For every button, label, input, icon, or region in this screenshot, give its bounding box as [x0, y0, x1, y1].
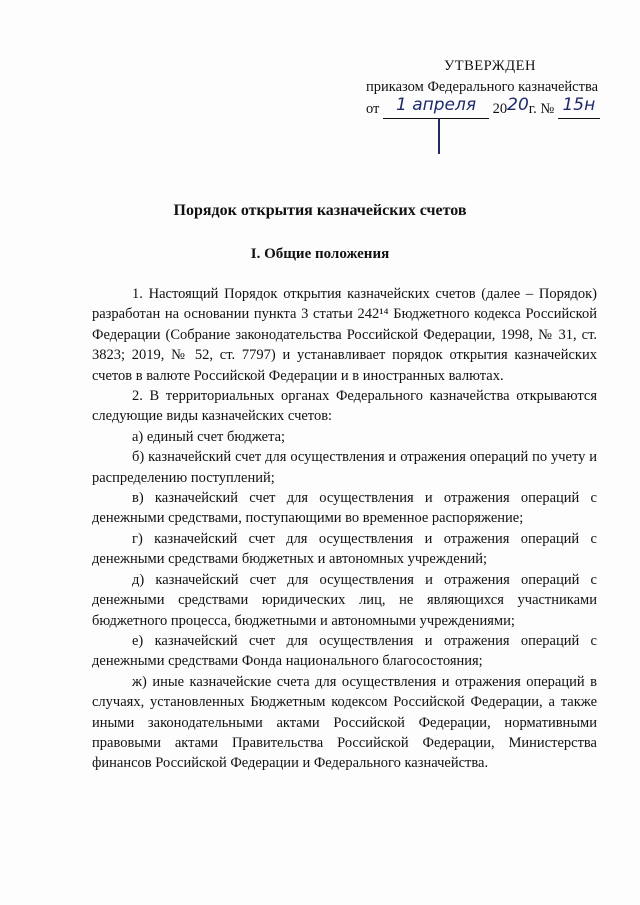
list-item-d: д) казначейский счет для осуществления и отражения операций с денежными средствами юридических лиц, не являющихся участниками бюджетного процесса, бюджетными и автономными учреждениями;: [92, 571, 597, 629]
list-item-b: б) казначейский счет для осуществления и отражения операций по учету и распределению поступлений;: [92, 449, 597, 486]
approval-stamp: [366, 56, 616, 120]
list-item-e: е) казначейский счет для осуществления и отражения операций с денежными средствами Фонда национального благосостояния;: [92, 632, 597, 670]
document-body: [92, 284, 597, 774]
approval-date-handwritten: 1 апреля: [383, 100, 489, 119]
list-item-a: а) единый счет бюджета;: [132, 428, 286, 445]
list-item-g: г) казначейский счет для осуществления и отражения операций с денежными средствами бюджетных и автономных учреждений;: [92, 530, 597, 568]
paragraph-1: 1. Настоящий Порядок открытия казначейских счетов (далее – Порядок) разработан на основании пункта 3 статьи 242¹⁴ Бюджетного кодекса Российской Федерации (Собрание законодательства Российской Федерации, 1998, № 31, ст. 3823; 2019, № 52, ст. 7797) и устанавливает порядок открытия казначейских счетов в валюте Российской Федерации и в иностранных валютах.: [92, 286, 597, 384]
signature-stroke: [438, 118, 440, 154]
approval-heading: УТВЕРЖДЕН: [444, 58, 536, 74]
approval-year-handwritten: 20: [507, 95, 529, 115]
approval-from-label: от: [366, 101, 380, 117]
approval-number-handwritten: 15н: [558, 100, 600, 119]
list-item-zh: ж) иные казначейские счета для осуществления и отражения операций в случаях, установленных Бюджетным кодексом Российской Федерации, а также иными законодательными актами Российской Федерации, нормативными правовыми актами Правительства Российской Федерации, Министерства финансов Российской Федерации и Федерального казначейства.: [92, 673, 597, 772]
paragraph-2: 2. В территориальных органах Федерального казначейства открываются следующие виды казначейских счетов:: [92, 388, 597, 425]
approval-date-line: [366, 95, 616, 120]
list-item-v: в) казначейский счет для осуществления и отражения операций с денежными средствами, поступающими во временное распоряжение;: [92, 490, 597, 527]
approval-order-line: приказом Федерального казначейства: [366, 79, 599, 95]
approval-year-prefix: 20: [492, 101, 508, 117]
approval-number-label: г. №: [528, 101, 555, 117]
section-heading: I. Общие положения: [250, 246, 390, 262]
document-title: Порядок открытия казначейских счетов: [173, 202, 467, 219]
